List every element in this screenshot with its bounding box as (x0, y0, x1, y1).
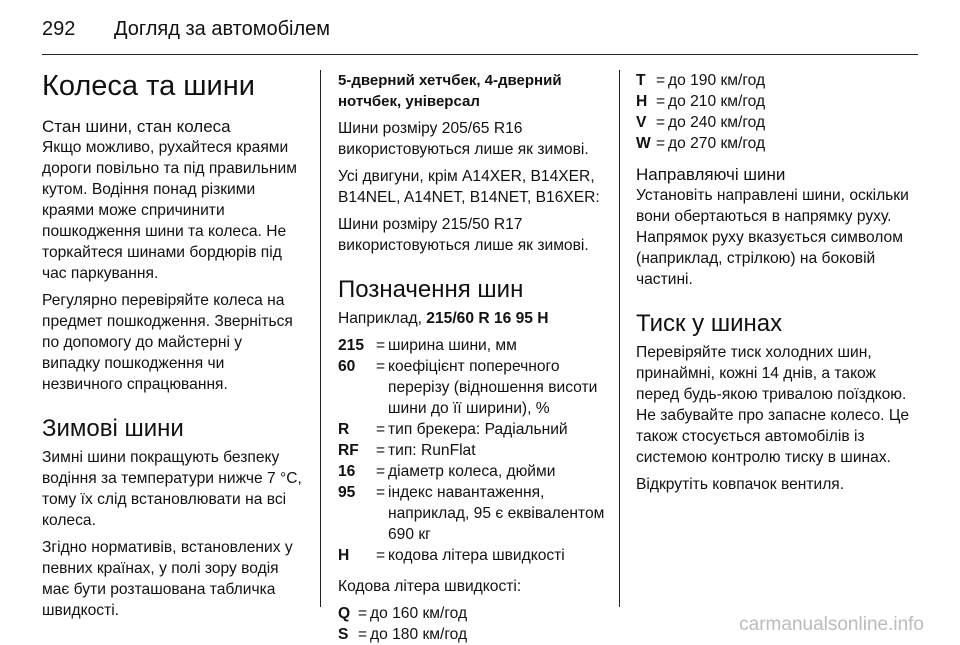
heading-directional-tyres: Направляючі шини (636, 165, 786, 184)
item-term: 95 (338, 484, 356, 501)
paragraph-winter-1: Зимні шини покращують безпеку водіння за температури нижче 7 °C, тому їх слід встановлювати на всі колеса. (42, 449, 302, 529)
item-description: діаметр колеса, дюйми (388, 463, 556, 480)
heading-tyre-condition: Стан шини, стан колеса (42, 117, 231, 136)
heading-winter-tyres: Зимові шини (42, 415, 184, 442)
item-description: індекс навантаження, наприклад, 95 є еквівалентом 690 кг (388, 484, 605, 543)
item-description: до 190 км/год (668, 72, 766, 89)
item-term: W (636, 135, 651, 152)
paragraph-pressure-2: Відкрутіть ковпачок вентиля. (636, 476, 845, 493)
paragraph-engines: Усі двигуни, крім A14XER, B14XER, B14NEL, A14NET, B14NET, B16XER: (338, 168, 600, 206)
paragraph-condition-1: Якщо можливо, рухайтеся краями дороги повільно та під правильним кутом. Водіння понад різкими краями може спричинити пошкодження шини та колеса. Не торкайтеся шинами бордюрів під час паркування. (42, 139, 297, 282)
item-term: H (636, 93, 648, 110)
paragraph-winter-size-2: Шини розміру 215/50 R17 використовуються лише як зимові. (338, 216, 589, 254)
item-equals: = (376, 358, 386, 375)
header-divider (42, 54, 918, 55)
item-term: H (338, 547, 350, 564)
item-description: до 210 км/год (668, 93, 766, 110)
item-equals: = (656, 114, 666, 131)
column-divider-1 (320, 70, 321, 607)
list-item (636, 91, 912, 112)
item-description: тип брекера: Радіальний (388, 421, 568, 438)
item-equals: = (656, 72, 666, 89)
item-description: до 240 км/год (668, 114, 766, 131)
item-description: коефіцієнт поперечного перерізу (відношення висоти шини до її ширини), % (388, 358, 598, 417)
paragraph-winter-2: Згідно нормативів, встановлених у певних країнах, у полі зору водія має бути розташована табличка швидкості. (42, 539, 293, 619)
designation-example (338, 308, 606, 329)
item-description: до 270 км/год (668, 135, 766, 152)
list-item (338, 335, 606, 356)
item-description: кодова літера швидкості (388, 547, 565, 564)
item-equals: = (656, 93, 666, 110)
list-item (338, 482, 606, 545)
item-term: Q (338, 605, 351, 622)
item-equals: = (358, 605, 368, 622)
page-header (42, 18, 330, 44)
list-item (636, 70, 912, 91)
item-equals: = (376, 463, 386, 480)
list-item (636, 112, 912, 133)
item-term: V (636, 114, 647, 131)
list-item (338, 419, 606, 440)
item-term: RF (338, 442, 359, 459)
item-equals: = (376, 337, 386, 354)
column-2 (338, 70, 606, 645)
item-term: R (338, 421, 350, 438)
item-equals: = (358, 626, 368, 643)
item-equals: = (376, 421, 386, 438)
column-1 (42, 70, 304, 627)
paragraph-winter-size-1: Шини розміру 205/65 R16 використовуються лише як зимові. (338, 120, 589, 158)
paragraph-condition-2: Регулярно перевіряйте колеса на предмет пошкодження. Зверніться по допомогу до майстерні у випадку пошкодження чи незвичного спрацювання. (42, 292, 293, 393)
list-item (338, 440, 606, 461)
list-item (338, 545, 606, 566)
designation-list (338, 335, 606, 566)
speed-code-list (338, 603, 606, 645)
speed-code-intro: Кодова літера швидкості: (338, 578, 522, 595)
item-description: до 180 км/год (370, 626, 468, 643)
item-equals: = (656, 135, 666, 152)
heading-tyre-pressure: Тиск у шинах (636, 310, 783, 337)
item-term: 16 (338, 463, 356, 480)
list-item (338, 356, 606, 419)
heading-tyre-designations: Позначення шин (338, 276, 524, 303)
example-prefix: Наприклад, (338, 310, 427, 327)
item-equals: = (376, 442, 386, 459)
item-term: S (338, 626, 349, 643)
item-term: 60 (338, 358, 356, 375)
item-description: тип: RunFlat (388, 442, 476, 459)
speed-code-list-continued (636, 70, 912, 154)
subheading-body-types: 5-дверний хетчбек, 4-дверний нотчбек, універсал (338, 72, 562, 110)
item-equals: = (376, 484, 386, 501)
column-3 (636, 70, 912, 501)
item-term: 215 (338, 337, 365, 354)
chapter-title: Колеса та шини (42, 70, 255, 102)
column-divider-2 (619, 70, 620, 607)
item-description: до 160 км/год (370, 605, 468, 622)
item-equals: = (376, 547, 386, 564)
example-code: 215/60 R 16 95 H (426, 310, 549, 327)
list-item (338, 603, 606, 624)
item-description: ширина шини, мм (388, 337, 517, 354)
page-number: 292 (42, 18, 76, 40)
paragraph-pressure-1: Перевіряйте тиск холодних шин, принаймні, кожні 14 днів, а також перед будь-якою тривалою поїздкою. Не забувайте про запасне колесо. Це також стосується автомобілів із системою контролю тиску в шинах. (636, 344, 910, 466)
list-item (338, 461, 606, 482)
watermark: carmanualsonline.info (739, 614, 924, 635)
paragraph-directional: Установіть направлені шини, оскільки вони обертаються в напрямку руху. Напрямок руху вказується символом (наприклад, стрілкою) на боковій частині. (636, 187, 909, 288)
item-term: T (636, 72, 646, 89)
list-item (636, 133, 912, 154)
section-title: Догляд за автомобілем (114, 18, 331, 40)
